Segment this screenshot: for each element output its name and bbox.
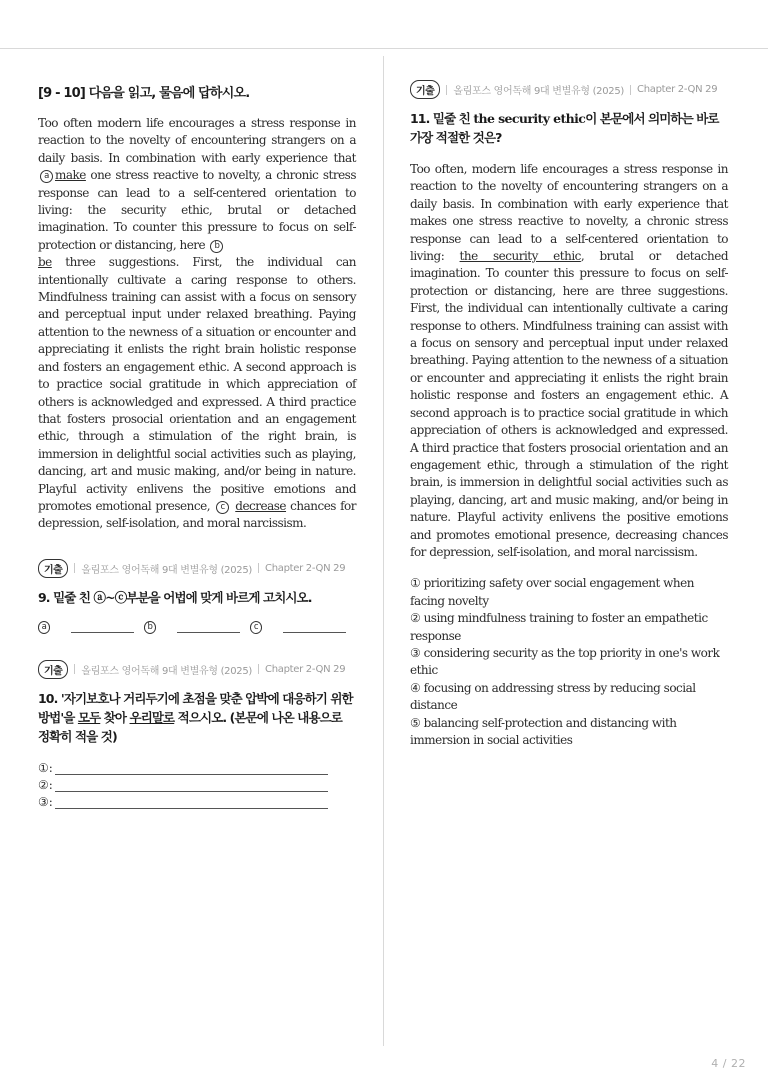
left-column	[38, 78, 356, 811]
option-5[interactable]: ⑤ balancing self-protection and distancing with immersion in social activities	[410, 715, 677, 747]
marker-c: c	[216, 501, 229, 514]
chapter-text: Chapter 2-QN 29	[265, 562, 346, 574]
page-number: 4 / 22	[711, 1057, 746, 1070]
passage-text: one stress reactive to novelty, a chronic stress response can lead to a self-centered orientation to living: the security ethic, brutal or detached imagination. To counter this pressure to focus on self-protection or distancing, here	[38, 168, 356, 252]
emphasis-korean: 우리말로	[129, 709, 175, 725]
exam-tag: 기출	[38, 660, 68, 679]
question-10: 10. '자기보호나 거리두기에 초점을 맞춘 압박에 대응하기 위한 방법'을 모두 찾아 우리말로 적으시오. (본문에 나온 내용으로 정확히 적을 것)	[38, 690, 353, 744]
answer-line-1[interactable]: ①:	[38, 760, 356, 777]
separator	[74, 664, 75, 674]
q9-answer-blanks	[38, 621, 356, 634]
chapter-text: Chapter 2-QN 29	[265, 663, 346, 675]
blank-line-b[interactable]	[177, 622, 240, 633]
underlined-word-a: make	[55, 168, 86, 183]
option-1[interactable]: ① prioritizing safety over social engagement when facing novelty	[410, 576, 694, 608]
underlined-phrase: the security ethic	[459, 249, 581, 264]
right-column	[410, 78, 728, 749]
blank-line-c[interactable]	[283, 622, 346, 633]
q11-source-row	[410, 80, 728, 99]
option-4[interactable]: ④ focusing on addressing stress by reducing social distance	[410, 680, 696, 713]
blank-label-b: b	[144, 621, 156, 634]
option-3[interactable]: ③ considering security as the top priority in one's work ethic	[410, 645, 720, 678]
passage-left	[38, 115, 356, 533]
blank-line-a[interactable]	[71, 622, 134, 633]
separator	[74, 563, 75, 573]
answer-line-3[interactable]: ③:	[38, 794, 356, 811]
underlined-word-b: be	[38, 255, 52, 270]
answer-options	[410, 575, 728, 749]
answer-line-2[interactable]: ②:	[38, 777, 356, 794]
source-text: 올림포스 영어독해 9대 변별유형 (2025)	[81, 564, 253, 576]
passage-text: chances for depression, self-isolation, and moral narcissism.	[38, 498, 356, 531]
header-rule	[0, 48, 768, 49]
question-11: 11. 밑줄 친 the security ethic이 본문에서 의미하는 바로 가장 적절한 것은?	[410, 111, 719, 145]
marker-b: b	[210, 240, 223, 253]
column-divider	[383, 56, 384, 1046]
option-2[interactable]: ② using mindfulness training to foster an empathetic response	[410, 611, 708, 643]
exam-tag: 기출	[38, 559, 68, 578]
separator	[258, 563, 259, 573]
exam-tag: 기출	[410, 80, 440, 99]
separator	[446, 85, 447, 95]
blank-label-a: a	[38, 621, 50, 634]
underlined-word-c: decrease	[235, 498, 287, 513]
source-text: 올림포스 영어독해 9대 변별유형 (2025)	[453, 86, 625, 97]
passage-text: three suggestions. First, the individual can intentionally cultivate a caring response to others. Mindfulness training can assist with a focus on sensory and perceptual input under relaxed breathing. Paying attention to the newness of a situation or encounter and appreciating it enlists the right brain holistic response and fosters an engagement ethic. A second approach is to practice social gratitude in which appreciation of others is acknowledged and expressed. A third practice that fosters prosocial orientation and an engagement ethic, through a stimulation of the right brain, is immersion in delightful social activities such as playing, dancing, art and music making, and/or being in nature. Playful activity enlivens the positive emotions and promotes emotional presence,	[38, 255, 356, 513]
q9-source-row	[38, 559, 356, 578]
chapter-text: Chapter 2-QN 29	[637, 84, 718, 95]
separator	[630, 85, 631, 95]
passage-right	[410, 161, 728, 561]
passage-text: Too often modern life encourages a stress response in reaction to the novelty of encountering strangers on a daily basis. In combination with early experience that	[38, 116, 356, 165]
emphasis-all: 모두	[77, 709, 101, 725]
q10-answer-lines	[38, 760, 356, 811]
blank-label-c: c	[250, 621, 262, 634]
q10-source-row	[38, 660, 356, 679]
marker-a: a	[40, 170, 53, 183]
passage-text: Too often, modern life encourages a stress response in reaction to the novelty of encountering strangers on a daily basis. In combination with early experience that makes one stress reactive to novelty, a chronic stress response can lead to a self-centered orientation to living:	[410, 162, 728, 264]
separator	[258, 664, 259, 674]
section-title: [9 - 10] 다음을 읽고, 물음에 답하시오.	[38, 86, 250, 101]
passage-text: , brutal or detached imagination. To counter this pressure to focus on self-protection or distancing, here are three suggestions. First, the individual can intentionally cultivate a caring response to others. Mindfulness training can assist with a focus on sensory and perceptual input under relaxed breathing. Paying attention to the newness of a situation or encounter and appreciating it enlists the right brain holistic response and fosters an engagement ethic. A second approach is to practice social gratitude in which appreciation of others is acknowledged and expressed. A third practice that fosters prosocial orientation and an engagement ethic, through a stimulation of the right brain, is immersion in delightful social activities such as playing, dancing, art and music making, and/or being in nature. Playful activity enlivens the positive emotions and promotes emotional presence, decreasing chances for depression, self-isolation, and moral narcissism.	[410, 249, 729, 559]
source-text: 올림포스 영어독해 9대 변별유형 (2025)	[81, 665, 253, 677]
question-9: 9. 밑줄 친 ⓐ~ⓒ부분을 어법에 맞게 바르게 고치시오.	[38, 589, 312, 605]
